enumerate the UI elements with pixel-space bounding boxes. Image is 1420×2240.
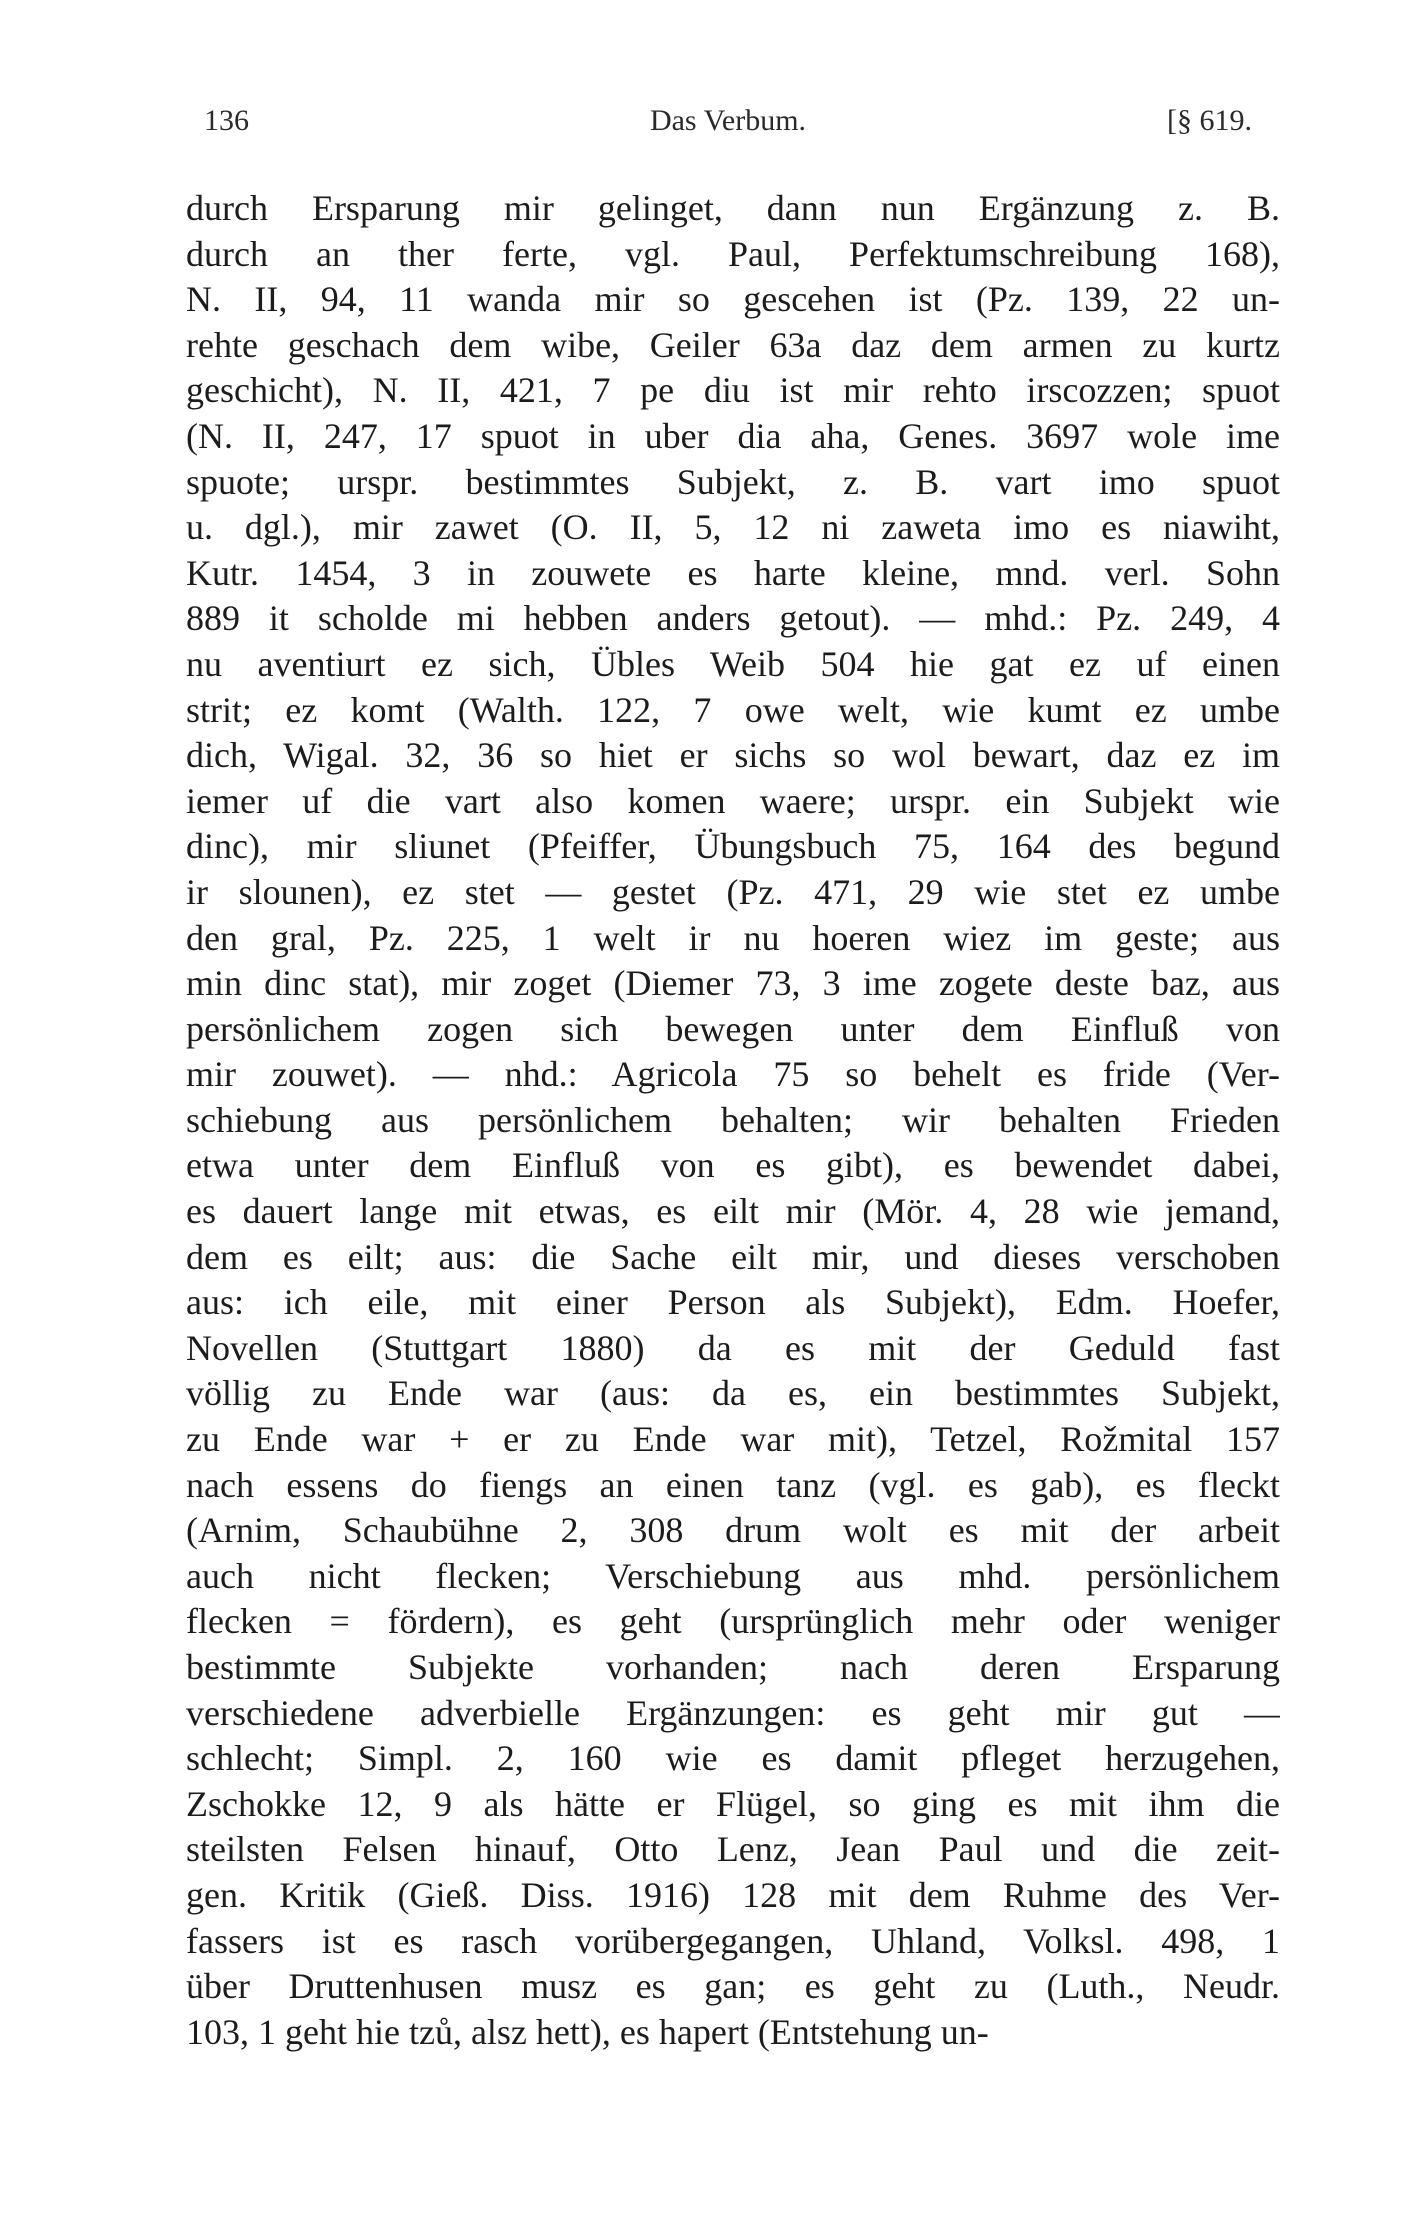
text-line: geschicht), N. II, 421, 7 pe diu ist mir rehto irscozzen; spuot [186, 370, 1280, 411]
text-line: gen. Kritik (Gieß. Diss. 1916) 128 mit dem Ruhme des Ver- [186, 1874, 1280, 1915]
text-line: den gral, Pz. 225, 1 welt ir nu hoeren wiez im geste; aus [186, 917, 1280, 958]
text-line: über Druttenhusen musz es gan; es geht zu (Luth., Neudr. [186, 1966, 1280, 2007]
text-line: bestimmte Subjekte vorhanden; nach deren Ersparung [186, 1647, 1280, 1687]
text-line: nu aventiurt ez sich, Übles Weib 504 hie gat ez uf einen [186, 643, 1280, 684]
text-line: aus: ich eile, mit einer Person als Subjekt), Edm. Hoefer, [186, 1282, 1280, 1323]
text-line: es dauert lange mit etwas, es eilt mir (Mör. 4, 28 wie jemand, [186, 1191, 1280, 1232]
text-line: schlecht; Simpl. 2, 160 wie es damit pfleget herzugehen, [186, 1738, 1280, 1779]
text-line: durch Ersparung mir gelinget, dann nun Ergänzung z. B. [186, 188, 1280, 228]
text-line: ir slounen), ez stet — gestet (Pz. 471, 29 wie stet ez umbe [186, 871, 1280, 912]
text-line: (Arnim, Schaubühne 2, 308 drum wolt es mit der arbeit [186, 1510, 1280, 1551]
text-line: u. dgl.), mir zawet (O. II, 5, 12 ni zaweta imo es niawiht, [186, 507, 1280, 548]
running-title: Das Verbum. [649, 104, 807, 137]
text-line: persönlichem zogen sich bewegen unter dem Einfluß von [186, 1008, 1280, 1049]
text-line: mir zouwet). — nhd.: Agricola 75 so behelt es fride (Ver- [186, 1054, 1280, 1095]
text-line: Zschokke 12, 9 als hätte er Flügel, so ging es mit ihm die [186, 1783, 1280, 1824]
running-head [204, 104, 1252, 144]
text-line: 103, 1 geht hie tzů, alsz hett), es hapert (Entstehung un- [186, 2011, 989, 2052]
text-line: etwa unter dem Einfluß von es gibt), es bewendet dabei, [186, 1145, 1280, 1186]
page-number: 136 [204, 104, 249, 137]
text-line: steilsten Felsen hinauf, Otto Lenz, Jean Paul und die zeit- [186, 1829, 1280, 1870]
text-line: 889 it scholde mi hebben anders getout). — mhd.: Pz. 249, 4 [186, 598, 1280, 639]
text-line: zu Ende war + er zu Ende war mit), Tetzel, Rožmital 157 [186, 1419, 1280, 1460]
text-line: strit; ez komt (Walth. 122, 7 owe welt, wie kumt ez umbe [186, 689, 1280, 730]
text-line: min dinc stat), mir zoget (Diemer 73, 3 ime zogete deste baz, aus [186, 963, 1280, 1004]
text-line: schiebung aus persönlichem behalten; wir behalten Frieden [186, 1099, 1280, 1140]
text-line: (N. II, 247, 17 spuot in uber dia aha, Genes. 3697 wole ime [186, 415, 1280, 456]
text-line: dem es eilt; aus: die Sache eilt mir, und dieses verschoben [186, 1236, 1280, 1277]
text-line: dich, Wigal. 32, 36 so hiet er sichs so wol bewart, daz ez im [186, 735, 1280, 776]
text-line: fassers ist es rasch vorübergegangen, Uhland, Volksl. 498, 1 [186, 1920, 1280, 1961]
text-line: verschiedene adverbielle Ergänzungen: es geht mir gut — [186, 1692, 1280, 1733]
text-line: iemer uf die vart also komen waere; urspr. ein Subjekt wie [186, 780, 1280, 821]
text-line: nach essens do fiengs an einen tanz (vgl. es gab), es fleckt [186, 1464, 1280, 1505]
text-line: dinc), mir sliunet (Pfeiffer, Übungsbuch 75, 164 des begund [186, 826, 1280, 867]
text-line: Novellen (Stuttgart 1880) da es mit der Geduld fast [186, 1327, 1280, 1368]
text-line: auch nicht flecken; Verschiebung aus mhd. persönlichem [186, 1555, 1280, 1596]
section-number: [§ 619. [1167, 104, 1252, 137]
text-line: N. II, 94, 11 wanda mir so gescehen ist (Pz. 139, 22 un- [186, 279, 1280, 320]
body-text [186, 186, 1280, 2055]
text-line: durch an ther ferte, vgl. Paul, Perfektumschreibung 168), [186, 233, 1280, 274]
text-line: rehte geschach dem wibe, Geiler 63a daz dem armen zu kurtz [186, 324, 1280, 365]
text-line: völlig zu Ende war (aus: da es, ein bestimmtes Subjekt, [186, 1373, 1280, 1414]
text-line: Kutr. 1454, 3 in zouwete es harte kleine, mnd. verl. Sohn [186, 552, 1280, 593]
text-line: flecken = fördern), es geht (ursprünglich mehr oder weniger [186, 1601, 1280, 1642]
text-line: spuote; urspr. bestimmtes Subjekt, z. B. vart imo spuot [186, 461, 1280, 502]
